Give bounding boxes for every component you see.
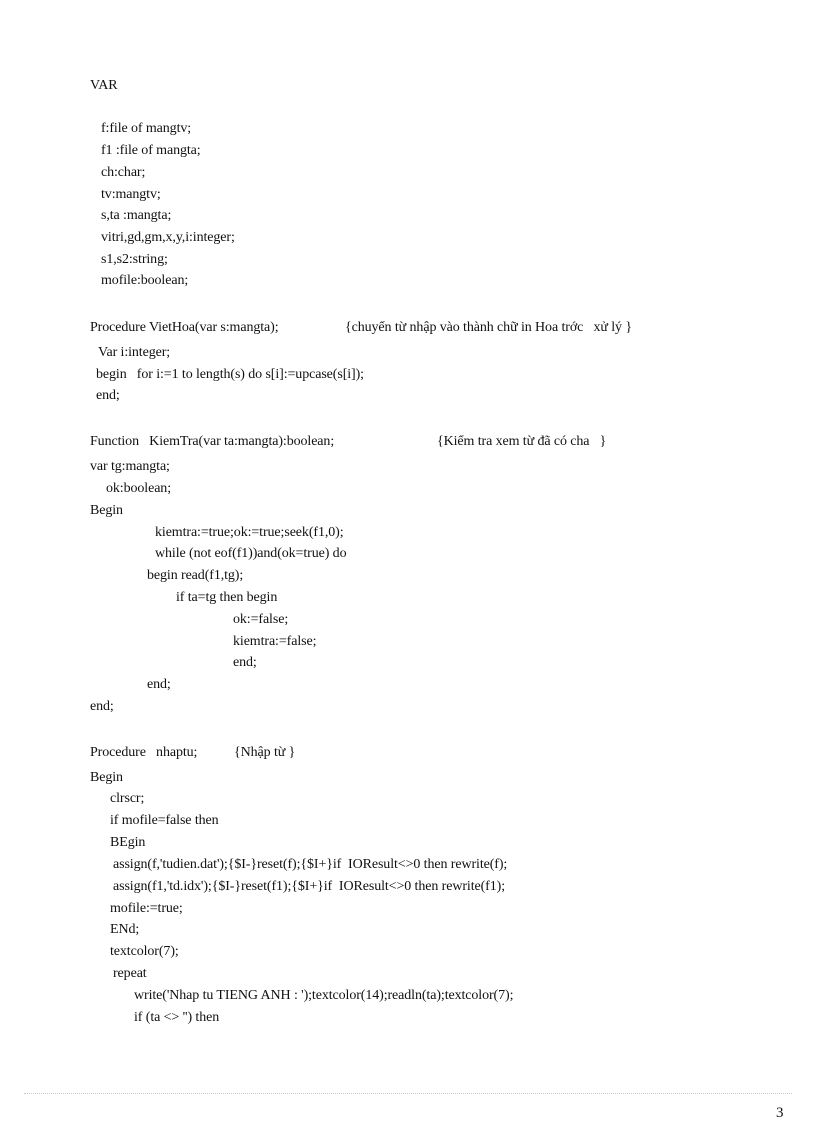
code-line: vitri,gd,gm,x,y,i:integer; xyxy=(101,230,235,245)
code-line: Begin xyxy=(90,503,123,518)
code-line: repeat xyxy=(113,966,147,981)
code-line: clrscr; xyxy=(110,791,145,806)
code-line: assign(f1,'td.idx');{$I-}reset(f1);{$I+}if IOResult<>0 then rewrite(f1); xyxy=(113,879,505,894)
code-line: VAR xyxy=(90,78,118,93)
code-line: end; xyxy=(233,655,257,670)
code-comment: {Nhập từ } xyxy=(234,745,296,760)
code-line: if mofile=false then xyxy=(110,813,219,828)
footer-divider xyxy=(24,1093,792,1094)
code-line: Var i:integer; xyxy=(98,345,171,360)
code-line: mofile:boolean; xyxy=(101,273,189,288)
code-line: Begin xyxy=(90,770,123,785)
code-line: s,ta :mangta; xyxy=(101,208,172,223)
code-line: ENd; xyxy=(110,922,140,937)
code-line: end; xyxy=(96,388,120,403)
code-line: begin for i:=1 to length(s) do s[i]:=upcase(s[i]); xyxy=(96,367,364,382)
code-line: if ta=tg then begin xyxy=(176,590,278,605)
code-line: end; xyxy=(147,677,171,692)
code-line: end; xyxy=(90,699,114,714)
code-line: BEgin xyxy=(110,835,146,850)
code-line: ok:boolean; xyxy=(106,481,171,496)
code-comment: {chuyển từ nhập vào thành chữ in Hoa trớc xử lý } xyxy=(345,320,632,335)
code-line: s1,s2:string; xyxy=(101,252,168,267)
code-line: mofile:=true; xyxy=(110,901,183,916)
code-line: var tg:mangta; xyxy=(90,459,170,474)
code-line: assign(f,'tudien.dat');{$I-}reset(f);{$I+}if IOResult<>0 then rewrite(f); xyxy=(113,857,508,872)
code-line: ok:=false; xyxy=(233,612,289,627)
code-line: Procedure nhaptu; xyxy=(90,745,198,760)
code-line: write('Nhap tu TIENG ANH : ');textcolor(14);readln(ta);textcolor(7); xyxy=(134,988,514,1003)
code-line: begin read(f1,tg); xyxy=(147,568,244,583)
code-line: if (ta <> '') then xyxy=(134,1010,220,1025)
code-line: kiemtra:=true;ok:=true;seek(f1,0); xyxy=(155,525,344,540)
code-line: f1 :file of mangta; xyxy=(101,143,201,158)
code-line: ch:char; xyxy=(101,165,146,180)
code-comment: {Kiểm tra xem từ đã có cha } xyxy=(437,434,607,449)
code-line: textcolor(7); xyxy=(110,944,179,959)
code-line: Function KiemTra(var ta:mangta):boolean; xyxy=(90,434,335,449)
code-line: while (not eof(f1))and(ok=true) do xyxy=(155,546,347,561)
code-line: Procedure VietHoa(var s:mangta); xyxy=(90,320,279,335)
code-line: tv:mangtv; xyxy=(101,187,161,202)
code-line: kiemtra:=false; xyxy=(233,634,317,649)
page-number: 3 xyxy=(776,1105,784,1121)
code-line: f:file of mangtv; xyxy=(101,121,192,136)
